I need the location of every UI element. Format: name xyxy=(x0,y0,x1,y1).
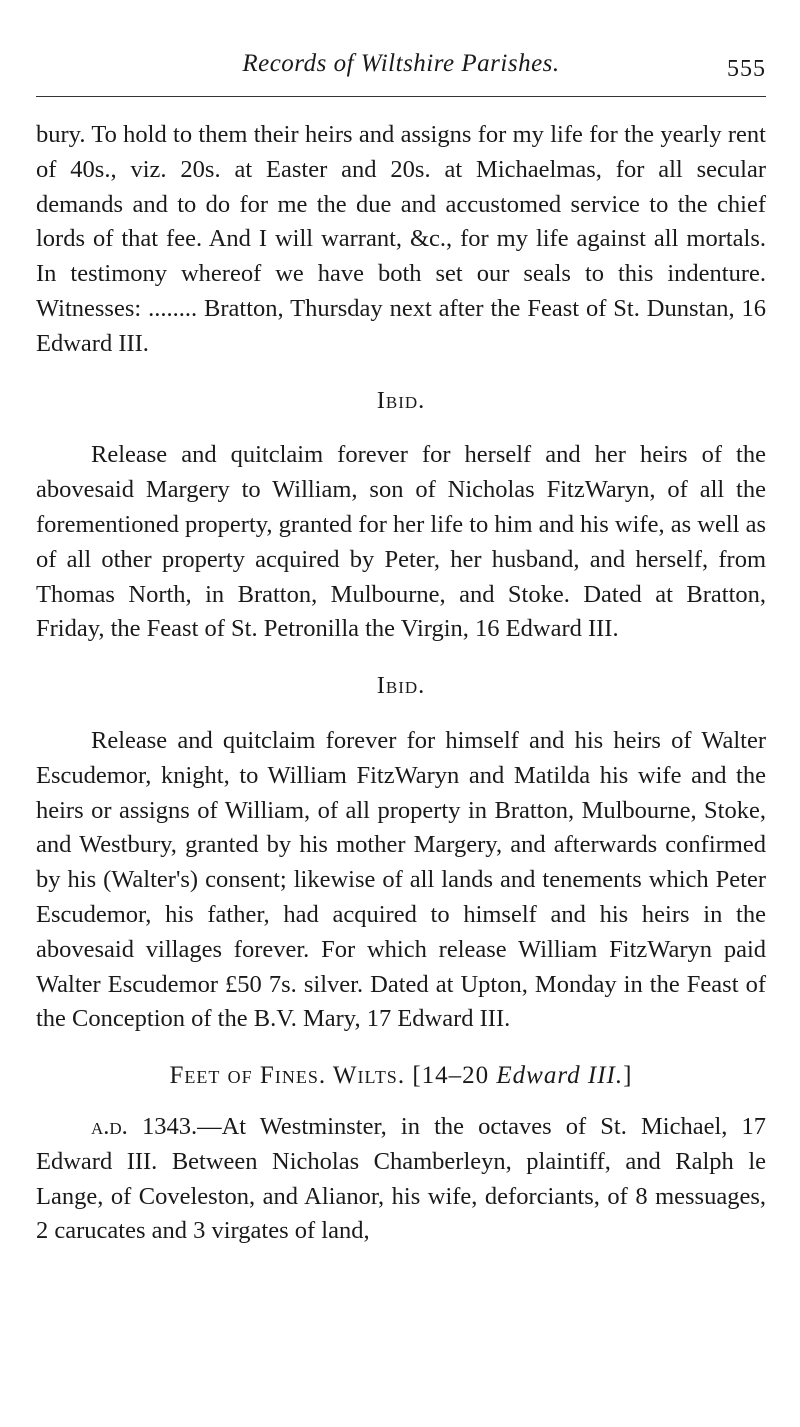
section-heading-ibid-2: Ibid. xyxy=(376,672,426,700)
section-heading-ibid-1: Ibid. xyxy=(376,386,426,414)
paragraph-release-margery: Release and quitclaim forever for herself and her heirs of the abovesaid Margery to William, son of Nicholas FitzWaryn, of all the forementioned property, granted for her life to him and his wife, as well as of all other property acquired by Peter, her husband, and herself, from Thomas North, in Bratton, Mulbourne, and Stoke. Dated at Bratton, Friday, the Feast of St. Petronilla the Virgin, 16 Edward III. xyxy=(36,441,766,643)
running-title: Records of Wiltshire Parishes. xyxy=(242,50,560,77)
paragraph-release-escudemor: Release and quitclaim forever for himself and his heirs of Walter Escudemor, knight, to William FitzWaryn and Matilda his wife and the heirs or assigns of William, of all property in Bratton, Mulbourne, Stoke, and Westbury, granted by his mother Margery, and afterwards confirmed by his (Walter's) consent; likewise of all lands and tenements which Peter Escudemor, his father, had acquired to himself and his heirs in the abovesaid villages forever. For which release William FitzWaryn paid Walter Escudemor £50 7s. silver. Dated at Upton, Monday in the Feast of the Conception of the B.V. Mary, 17 Edward III. xyxy=(36,726,766,1033)
paragraph-fine-1343 xyxy=(36,1110,766,1249)
heading-fines-prefix: Feet of Fines. Wilts. [14–20 xyxy=(169,1062,490,1090)
heading-fines-suffix: ] xyxy=(623,1062,633,1090)
anno-domini-label: a.d. xyxy=(91,1112,128,1140)
paragraph-continuation: bury. To hold to them their heirs and assigns for my life for the yearly rent of 40s., viz. 20s. at Easter and 20s. at Michaelmas, for all secular demands and to do for me the due and accustomed service to the chief lords of that fee. And I will warrant, &c., for my life against all mortals. In testimony whereof we have both set our seals to this indenture. Witnesses: ........ Bratton, Thursday next after the Feast of St. Dunstan, 16 Edward III. xyxy=(36,121,766,357)
running-head xyxy=(36,50,766,90)
heading-fines-reign: Edward III. xyxy=(496,1062,624,1090)
paragraph-fine-text: 1343.—At Westminster, in the octaves of St. Michael, 17 Edward III. Between Nicholas Chamberleyn, plaintiff, and Ralph le Lange, of Coveleston, and Alianor, his wife, deforciants, of 8 messuages, 2 carucates and 3 virgates of land, xyxy=(36,1112,767,1245)
page-body xyxy=(36,118,766,1249)
header-rule xyxy=(36,96,766,97)
section-heading-feet-of-fines xyxy=(36,1059,766,1094)
page-number: 555 xyxy=(727,56,766,82)
